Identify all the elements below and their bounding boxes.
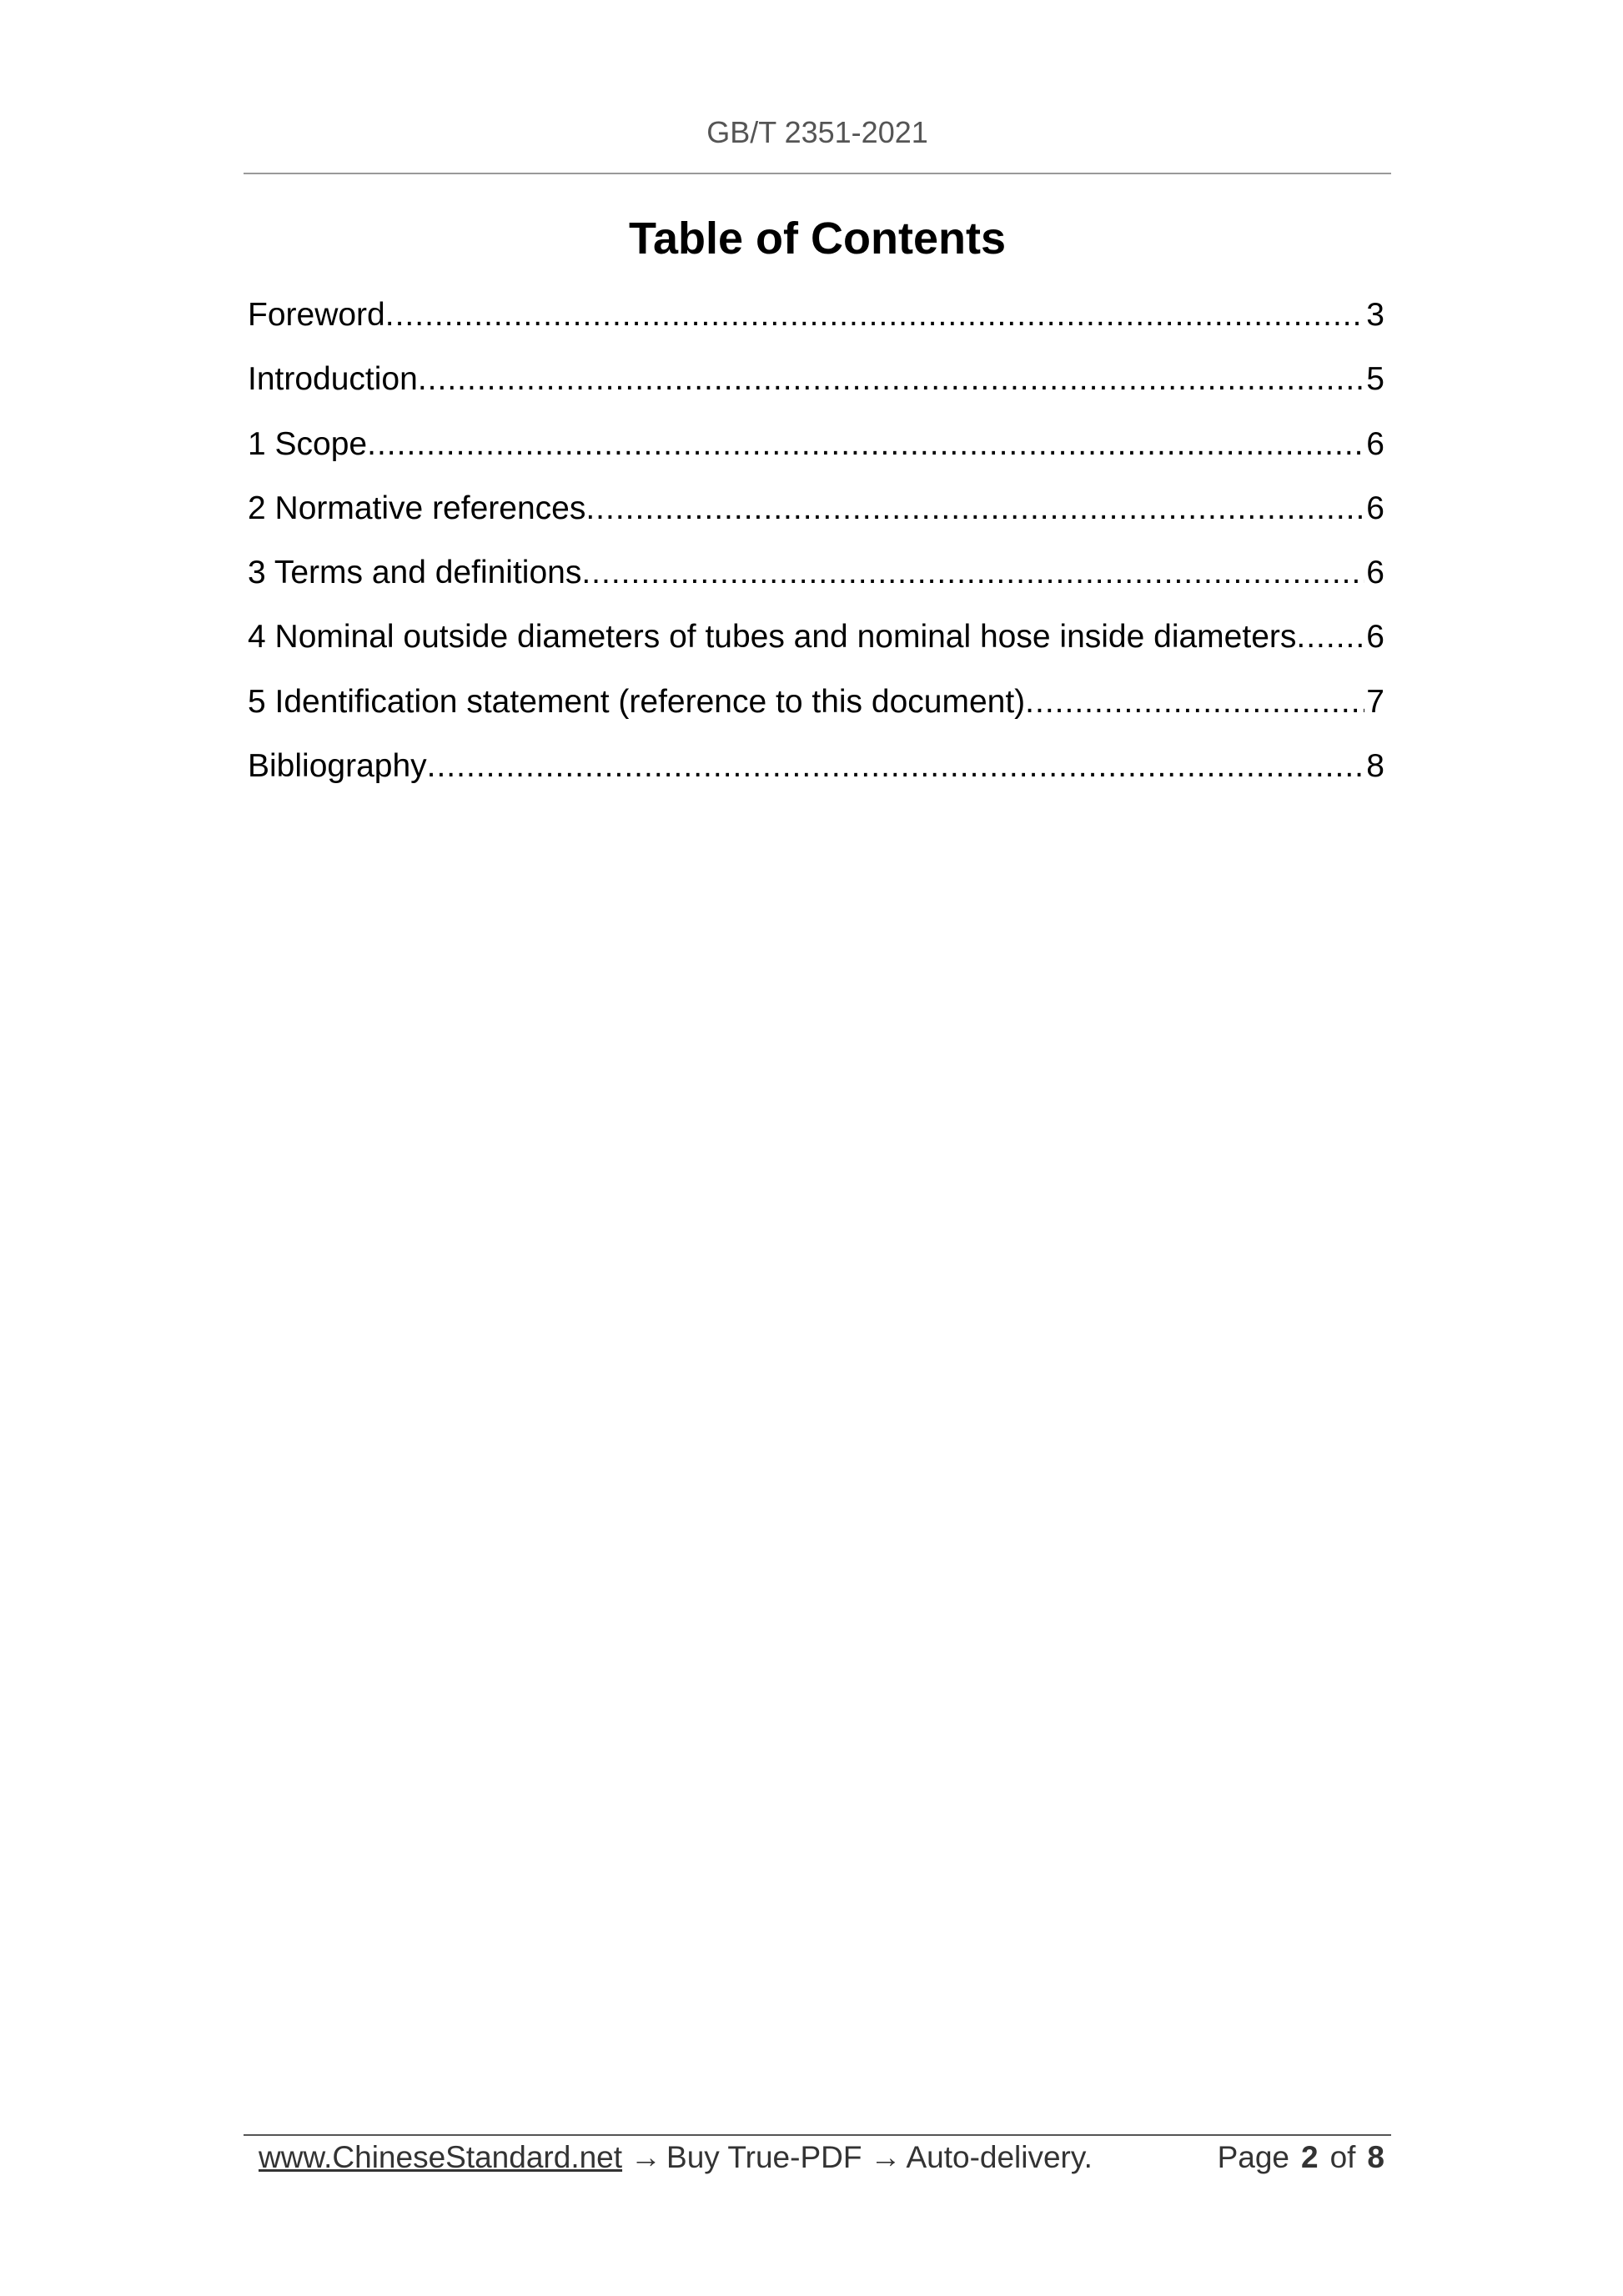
running-header: GB/T 2351-2021	[706, 115, 928, 149]
toc-entry-label: Introduction	[248, 361, 418, 398]
toc-entry-page: 6	[1366, 555, 1384, 591]
toc-entry-introduction[interactable]	[248, 354, 1384, 419]
toc-entry-terms-and-definitions[interactable]	[248, 548, 1384, 612]
toc-entry-label: 4 Nominal outside diameters of tubes and nominal hose inside diameters	[248, 619, 1297, 656]
dot-leader	[367, 420, 1364, 470]
toc-entry-normative-references[interactable]	[248, 484, 1384, 548]
dot-leader	[1296, 612, 1364, 662]
toc-title: Table of Contents	[629, 214, 1006, 264]
arrow-right-icon: →	[870, 2140, 902, 2174]
current-page-number: 2	[1300, 2140, 1319, 2174]
dot-leader	[427, 741, 1365, 791]
footer-divider	[244, 2134, 1391, 2136]
total-page-number: 8	[1367, 2140, 1384, 2174]
toc-entry-label: 2 Normative references	[248, 490, 586, 526]
toc-entry-label: Bibliography	[248, 748, 427, 785]
toc-entry-page: 7	[1366, 683, 1384, 720]
toc-entry-page: 6	[1366, 425, 1384, 462]
toc-entry-identification-statement[interactable]	[248, 677, 1384, 741]
page-word: Page	[1217, 2140, 1289, 2174]
website-link[interactable]: www.ChineseStandard.net	[259, 2140, 623, 2174]
dot-leader	[581, 548, 1364, 598]
arrow-right-icon: →	[631, 2140, 662, 2174]
toc-entry-page: 6	[1366, 619, 1384, 656]
toc-entry-page: 5	[1366, 361, 1384, 398]
toc-entry-label: Foreword	[248, 297, 385, 333]
header-divider	[244, 173, 1391, 174]
of-word: of	[1329, 2140, 1356, 2174]
dot-leader	[385, 290, 1365, 340]
toc-entry-page: 3	[1366, 297, 1384, 333]
page-number	[1218, 2137, 1384, 2178]
footer-step-buy: Buy True-PDF	[666, 2140, 862, 2174]
toc-entry-label: 5 Identification statement (reference to this document)	[248, 683, 1026, 720]
dot-leader	[1025, 677, 1364, 727]
dot-leader	[418, 354, 1364, 404]
toc-entry-nominal-diameters[interactable]	[248, 612, 1384, 676]
toc-entry-scope[interactable]	[248, 420, 1384, 484]
toc-entry-page: 8	[1366, 748, 1384, 785]
footer-step-delivery: Auto-delivery.	[906, 2140, 1093, 2174]
toc-entry-bibliography[interactable]	[248, 741, 1384, 806]
toc-entry-label: 3 Terms and definitions	[248, 555, 582, 591]
toc-entry-label: 1 Scope	[248, 425, 368, 462]
toc-list	[248, 290, 1384, 806]
toc-entry-page: 6	[1366, 490, 1384, 526]
footer-promo	[259, 2137, 1093, 2178]
toc-entry-foreword[interactable]	[248, 290, 1384, 354]
dot-leader	[585, 484, 1364, 534]
